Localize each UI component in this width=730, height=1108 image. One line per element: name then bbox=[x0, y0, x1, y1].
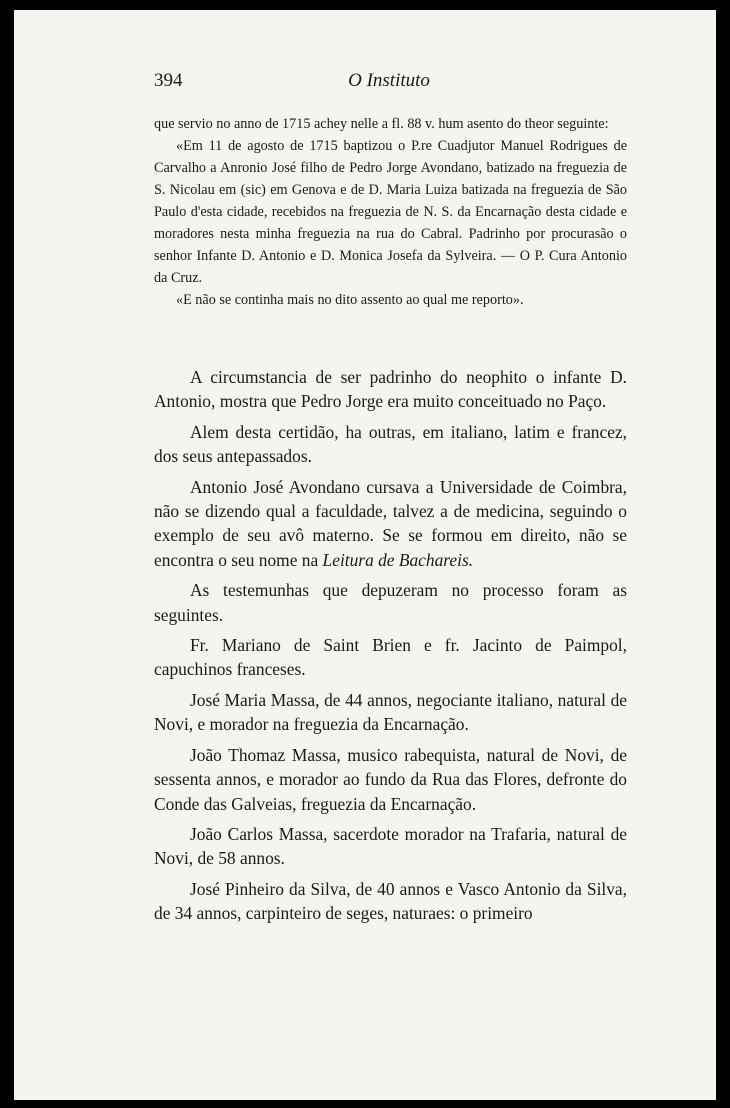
quote-intro: que servio no anno de 1715 achey nelle a fl. 88 v. hum asento do theor seguinte: bbox=[154, 116, 609, 132]
body-text bbox=[154, 365, 627, 932]
paragraph-3 bbox=[154, 475, 627, 573]
quote-closing: «E não se continha mais no dito assento ao qual me reporto». bbox=[176, 292, 524, 308]
paragraph-8: João Carlos Massa, sacerdote morador na Trafaria, natural de Novi, de 58 annos. bbox=[154, 823, 627, 869]
quoted-record bbox=[154, 113, 627, 311]
paragraph-6: José Maria Massa, de 44 annos, negociante italiano, natural de Novi, e morador na freguezia da Encarnação. bbox=[154, 689, 627, 735]
paragraph-1: A circumstancia de ser padrinho do neophito o infante D. Antonio, mostra que Pedro Jorge era muito conceituado no Paço. bbox=[154, 367, 627, 412]
paragraph-3-text: Antonio José Avondano cursava a Universidade de Coimbra, não se dizendo qual a faculdade, talvez a de medicina, seguindo o exemplo de seu avô materno. Se se formou em direito, não se encontra o seu nome na bbox=[154, 476, 627, 570]
paragraph-9: José Pinheiro da Silva, de 40 annos e Vasco Antonio da Silva, de 34 annos, carpinteiro de seges, naturaes: o primeiro bbox=[154, 878, 627, 924]
page-number: 394 bbox=[154, 70, 183, 91]
paragraph-5: Fr. Mariano de Saint Brien e fr. Jacinto de Paimpol, capuchinos franceses. bbox=[154, 635, 627, 680]
paragraph-4: As testemunhas que depuzeram no processo foram as seguintes. bbox=[154, 580, 627, 625]
paragraph-2: Alem desta certidão, ha outras, em italiano, latim e francez, dos seus antepassados. bbox=[154, 421, 627, 467]
paragraph-3-italic: Leitura de Bachareis. bbox=[322, 549, 474, 570]
quote-record: «Em 11 de agosto de 1715 baptizou o P.re Cuadjutor Manuel Rodrigues de Carvalho a Anronio José filho de Pedro Jorge Avondano, batizado na freguezia de S. Nicolau em (sic) em Genova e de D. Maria Luiza batizada na freguezia de São Paulo d'esta cidade, recebidos na freguezia de N. S. da Encarnação desta cidade e moradores nesta minha freguezia na rua do Cabral. Padrinho por procurasão o senhor Infante D. Antonio e D. Monica Josefa da Sylveira. — O P. Cura Antonio da Cruz. bbox=[154, 138, 627, 286]
running-title: O Instituto bbox=[348, 70, 430, 91]
paragraph-7: João Thomaz Massa, musico rabequista, natural de Novi, de sessenta annos, e morador ao fundo da Rua das Flores, defronte do Conde das Galveias, freguezia da Encarnação. bbox=[154, 744, 627, 814]
book-page bbox=[14, 10, 716, 1100]
